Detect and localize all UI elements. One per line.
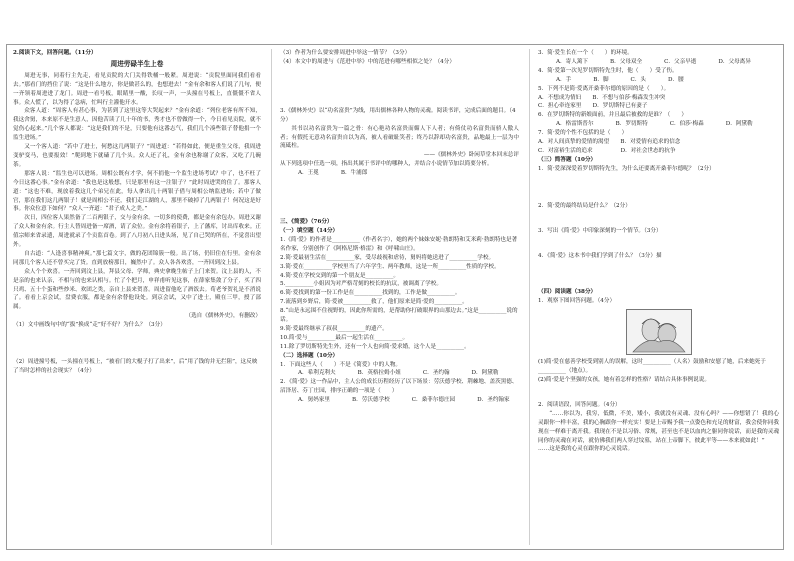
option: C．圣约翰: [422, 370, 450, 377]
option: A．王冕: [298, 170, 319, 177]
text-line: 5.__________小姐因为对严格苛刻的校长的抗议，被调离了学校。: [280, 281, 442, 288]
option-row: [280, 169, 519, 178]
option: B．劳沃德学校: [352, 397, 390, 404]
column-1: [13, 49, 261, 545]
section-heading: （四）阅读题（38分）: [538, 289, 597, 296]
text-line: 10.简·爱与__________最后一起生活在__________。: [280, 334, 409, 341]
option: B．脚: [593, 76, 609, 83]
text-line: 4．简·爱第一次见罗切斯特先生时，他（ ）受了伤。: [538, 67, 678, 74]
text-line: A．对人间真挚的爱情的渴望 B．对爱情有追求的信念: [538, 139, 681, 146]
illustration-shape: [642, 319, 660, 341]
answer-space: [538, 385, 779, 401]
text-line: (1)简·爱在慈善学校受到别人的误解，这时__________（人名）鼓励和安慰了她，后来她死于__________（地点）。: [538, 359, 766, 375]
answer-space: [280, 67, 519, 107]
text-line: 2．阅读语段，回答问题。（4分）: [538, 401, 621, 408]
option: D．圣约翰家: [477, 397, 510, 404]
option: A．寄人篱下: [556, 58, 589, 65]
option-row: [538, 120, 779, 129]
option: D．腰: [668, 76, 684, 83]
answer-space: [538, 211, 779, 227]
text-line: （3）作者为什么要安排周进中举这一情节？（3分）: [280, 50, 411, 56]
option-row: [280, 369, 519, 378]
column-2: [271, 49, 519, 545]
text-line: 2．《简·爱》这一作品中，主人公的成长历程经历了以下场景：劳沃德学校、荆棘地、盖茨黑德、沼泽居、芬丁庄园，排序正确的一项是（ ）: [280, 379, 518, 395]
text-line: 9.简·爱最终继承了叔叔__________的遗产。: [280, 325, 388, 332]
option-row: [538, 76, 779, 85]
text-line: 4.简·爱在学校交到的第一个朋友是__________。: [280, 272, 399, 279]
text-line: 众客人道：“周客人有甚心事，为甚到了这里这等大哭起来？”金有余道：“列位老客有所不知，我这舍舅，本来原不是生意人，因他苦读了几十年的书，秀才也不曾做得一个，今日看见贡院，就不觉伤心起来。”几个客人都说：“这是我们的不是，只要他有这番志气，我们几个凑些银子替他捐一个监生进场。”: [13, 108, 261, 142]
text-line: 从下列选项中任选一项，指出其属于书评中的哪种人，并结合小说情节加以简要分析。: [280, 161, 493, 168]
option: C．父亲早逝: [664, 58, 697, 65]
text-line: 1.《简·爱》的作者是__________（作者名字），她的两个妹妹安妮·勃朗特和艾米莉·勃朗特也是著名作家，分别创作了《阿格尼斯·格雷》和《呼啸山庄》。: [280, 236, 518, 252]
option: B．罗切斯特: [615, 121, 648, 128]
text-line: 2．简·爱的最终结局是什么？（2分）: [538, 202, 631, 209]
text-line: （2）周进撞号板，一头撞在号板上，“被看门的大棍子打了出来”，后“用了钱的并无拦阻”，这反映了当时怎样的社会现实？（4分）: [13, 359, 258, 374]
section-heading: 2.阅读下文，回答问题。（11分）: [13, 50, 97, 56]
text-line: 1．简·爱深深爱着罗切斯特先生，为什么还要离开桑菲尔德呢？（2分）: [538, 165, 715, 172]
text-line: 7.流落到乡野后，简·爱被__________救了，他们原来是简·爱的__________。: [280, 299, 468, 306]
text-line: 3．写出《简·爱》中印象深刻的一个情节。（3分）: [538, 227, 662, 234]
answer-space: [538, 260, 779, 288]
answer-space: [13, 330, 261, 358]
text-line: 3．简·爱生长在一个（ ）的环境。: [538, 50, 633, 56]
option: B．英格拉姆小姐: [357, 370, 401, 377]
text-line: 其书以功名富贵为一篇之骨：有心艳功名富贵而媚人下人者；有倚仗功名富贵而骄人傲人者；有假托无意功名富贵自以为高，被人看破耻笑者；终乃以辞却功名富贵，品地最上一层为中流砥柱。: [280, 125, 519, 150]
option: A．舅妈家里: [298, 397, 331, 404]
answer-space: [280, 178, 519, 218]
text-line: 11.除了罗切斯特先生外，还有一个人也向简·爱求婚，这个人是__________。: [280, 343, 470, 350]
text-line: 周进无事，同着行主先走，看见贡院的大门关得铁桶一般紧。周进说：“贡院里面同我们看看去。”那看门的挡住了说：“这是什么地方，你是做甚么的，也想进去！”金有余和客人们说了几句，便一齐领着周进进了龙门。周进一看号板，眼睛里一酸，长叹一声，一头撞在号板上，直僵僵不省人事。众人慌了，以为得了急病，忙叫行主灌他开水。: [13, 72, 261, 106]
text-line: 3.《儒林外史》以“功名富贵”为线，用出儒林各种人物的灵魂。阅读书评，完成后面的题目。（4分）: [280, 107, 516, 123]
text-line: 8.“山是永远围不住视野的，因此你所需的，是帮助你打破眼界的山那边去。”这是__________说的话。: [280, 308, 518, 324]
text-line: “……你以为，我穷，低微，不美，矮小，我就没有灵魂、没有心吗？——你想错了！我的心灵跟你一样丰富，我的心胸跟你一样充实！要是上帝赐予我一点姿色和充足的财富，我会使你同我现在一样难于离开我。我现在不是以习俗、常规，甚至也不是以血肉之躯同你说话，而是我的灵魂同你的灵魂在对话，就仿佛我们两人穿过坟墓，站在上帝脚下，彼此平等——本来就如此！”: [538, 410, 779, 444]
text-line: 那客人说：“监生也可以进场。周相公既有才学，何不捐他一个监生进场考试？中了，也不枉了今日这番心事。”金有余道：“我也是这般想，只是那里有这一注银子？”此时周进哭的住了。那客人道：“这也不难，现放着我这几个弟兄在此，每人拿出几十两银子借与周相公纳监进场；若中了做官，那在我们这几两银子！就是周相公不还，我们走江湖的人，那里不破掉了几两银子！何况这是好事。你众位意下如何？”众人一齐道：“君子成人之美。”: [13, 170, 261, 213]
text-line: 4．《简·爱》这本书中我们学到了什么？（3分）描: [538, 252, 662, 259]
text-line: 次日，四位客人果然备了二百两银子，交与金有余。一切多的使费，都是金有余包办。周进又谢了众人和金有余。行主人替周进备一席酒，请了众位。金有余将着银子，上了藩库，讨出库收来。正值宗师来省录遗，周进就录了个贡监首卷。到了八月初八日进头场，见了自己哭的所在，不觉喜出望外。: [13, 215, 261, 249]
text-line: A．不想成为情妇 B．不想与伯莎·梅森发生冲突: [538, 94, 666, 101]
text-line: C．担心牵连家里 D．罗切斯特已有妻子: [538, 103, 648, 110]
text-line: 3.简·爱在__________学校里当了六年学生、两年教师，这是一所__________性质的学校。: [280, 263, 500, 270]
text-line: ……这是我的心灵在跟你的心灵说话。: [538, 446, 634, 453]
text-line: (2)简·爱是个坚强的女孩，她有着怎样的性格？请结合具体事例说说。: [538, 377, 710, 384]
section-heading: （二）选择题（10分）: [280, 352, 339, 359]
text-line: 众人个个欢喜。一齐回到汶上县，拜县父母、学师，典史拿晚生帖子上门来贺。汶上县的人，不是亲的也来认亲，不相与的也来认相与。忙了个把月，申祥甫听见这事，在薛家集敛了分子，买了四只鸡、五十个蛋和些炒米、欢团之类，亲自上县来贺喜。周进留他吃了酒饭去。荀老爷贺礼是不消说了。看看上京会试，盘费衣服，都是金有余替他设处。到京会试，又中了进士，殿在三甲，授了部属。: [13, 268, 261, 311]
section-heading: （三）简答题（10分）: [538, 156, 597, 163]
option: C．桑菲尔德庄园: [411, 397, 456, 404]
text-line: （选自《儒林外史》，有删改）: [185, 313, 261, 320]
jane-eyre-illustration: [626, 309, 692, 355]
text-line: 1．观察下图回答问题。（4分）: [538, 298, 616, 305]
text-line: 5．下列不是简·爱离开桑菲尔德的原因的是（ ）。: [538, 85, 670, 92]
option: D．阿黛勒: [471, 370, 499, 377]
option-row: [538, 58, 779, 67]
column-3: [529, 49, 779, 545]
exam-sheet: [6, 44, 784, 550]
option: A．格雷斯普尔: [556, 121, 594, 128]
option: D．阿黛勒: [725, 121, 753, 128]
text-line: C．对富裕生活的追求 D．对社会世态的抗争: [538, 147, 676, 154]
text-line: 1．下面这些人（ ）不是《简爱》中的人物。: [280, 361, 402, 368]
text-line: （1）文中画线句中的“拔”换成“走”好不好？为什么？（3分）: [13, 322, 166, 329]
text-line: （4）本文中的周进与《范进中举》中的范进有哪些相似之处？（4分）: [280, 58, 455, 65]
section-heading: 三、《简爱》（76分）: [280, 219, 333, 226]
option: B．牛浦郎: [340, 170, 368, 177]
text-line: 又一个客人道：“若中了进士，何愁这几两银子？”周进道：“若得如此，便是重生父母，我周进变驴变马，也要报效！”爬到地下就磕了几个头。众人还了礼，金有余也称谢了众客，又吃了几碗茶。: [13, 144, 261, 168]
text-line: 自古道：“人逢喜事精神爽。”那七篇文字，做的花团锦簇一般。出了场，仍旧住在行里。金有余同那几个客人还不曾买完了货。直到放榜那日，巍然中了。众人各各欢喜，一齐回到汶上县。: [13, 250, 261, 266]
text-line: 2.简·爱最初生活在__________家，受尽歧视和虐待，舅妈将她送进了__________学校。: [280, 254, 495, 261]
option: D．父母离异: [718, 58, 751, 65]
answer-space: [538, 236, 779, 252]
option: A．希利克利夫: [298, 370, 336, 377]
option: C．伯莎·梅森: [669, 121, 704, 128]
text-line: 7．简·爱的个性不包括的是（ ）: [538, 130, 628, 137]
text-line: ——《儒林外史》卧闲草堂本回末总评: [423, 152, 519, 159]
answer-space: [538, 174, 779, 202]
option-row: [280, 396, 519, 405]
section-heading: 周进劳碌半生上卷: [110, 59, 164, 68]
illustration-figure: [538, 309, 779, 355]
option: C．头: [630, 76, 647, 83]
section-heading: （一）填空题（14分）: [280, 227, 339, 234]
option: B．父母双全: [610, 58, 643, 65]
text-line: 6.简·爱找到的第一份工作是在__________找到的，工作是做__________。: [280, 290, 461, 297]
option: A．手: [556, 76, 572, 83]
text-line: 6．在罗切斯特的新娘面前，并且最后被救的是谁？（ ）: [538, 112, 687, 119]
